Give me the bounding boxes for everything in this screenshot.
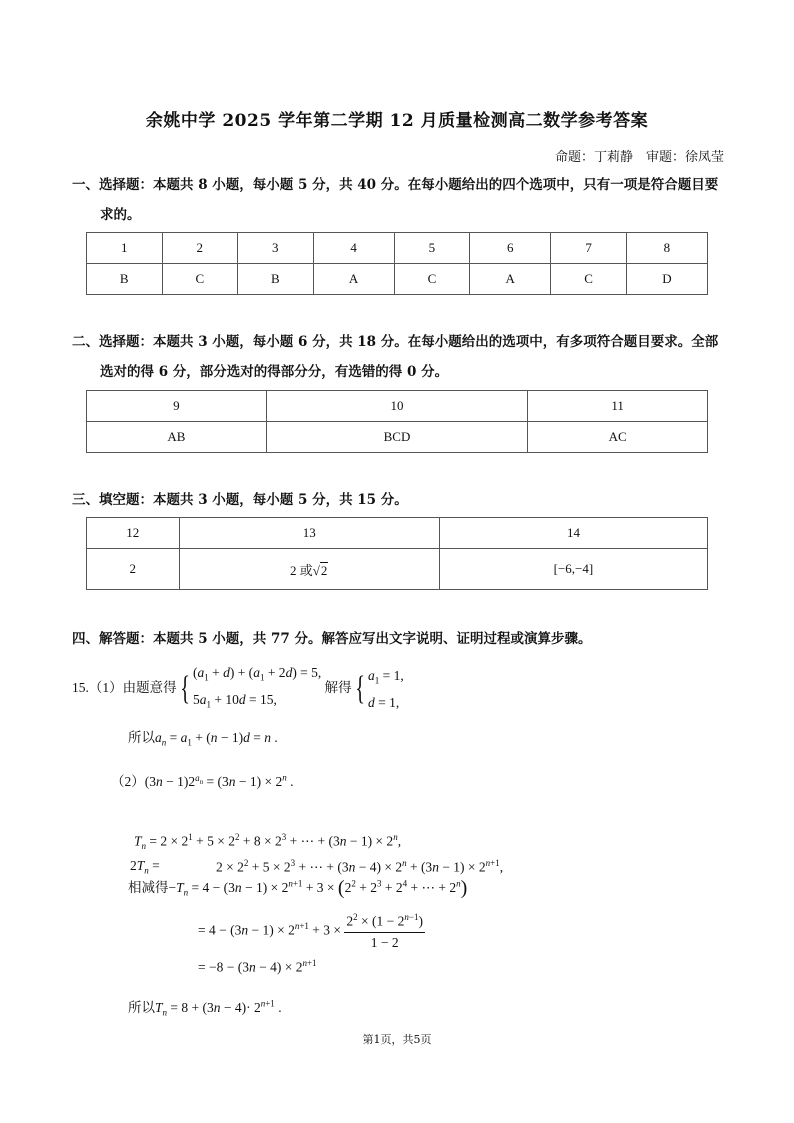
fraction: $\frac{2^2 \times (1 - 2^{n-1})}{1 - 2}$ [346, 912, 423, 950]
section-3-heading [72, 485, 724, 515]
final-label: 所以 [128, 1000, 155, 1015]
solution-15-part1-result: 所以$a_n = a_1 + (n - 1)d = n$ . [128, 730, 278, 748]
section-3-line1: 三、填空题：本题共 3 小题，每小题 5 分，共 15 分。 [72, 492, 408, 508]
so-label: 所以 [128, 730, 155, 745]
table-cell: 10 [266, 391, 528, 422]
table-cell: 8 [626, 233, 707, 264]
section-4-heading [72, 624, 724, 654]
question-number-row [87, 233, 708, 264]
section-2-answer-table [86, 390, 708, 453]
table-cell: 11 [528, 391, 708, 422]
section-3-answer-table [86, 517, 708, 590]
table-cell: 1 [87, 233, 163, 264]
table-cell: 4 [313, 233, 394, 264]
answer-row [87, 422, 708, 453]
table-cell: BCD [266, 422, 528, 453]
table-cell: C [162, 264, 238, 295]
section-4-line1: 四、解答题：本题共 5 小题，共 77 分。解答应写出文字说明、证明过程或演算步骤。 [72, 631, 592, 647]
subtract-label: 相减得 [128, 880, 169, 895]
table-cell: 14 [439, 518, 707, 549]
subtract-step-1: = $4 - (3n - 1) \times 2^{n+1} + 3$ × $\frac{2^2 \times (1 - 2^{n-1})}{1 - 2}$ [198, 912, 423, 950]
table-cell: 5 [394, 233, 470, 264]
question-number-row [87, 391, 708, 422]
answer-row [87, 549, 708, 590]
page-title: 余姚中学 2025 学年第二学期 12 月质量检测高二数学参考答案 [145, 111, 649, 131]
section-2-heading [72, 327, 724, 387]
part2-label: （2） [111, 774, 145, 789]
solution-15-part2-term: $(2)(3n - 1)2^{a_n} = (3n - 1) \times 2^n$ . [111, 772, 294, 789]
table-cell: 2 [162, 233, 238, 264]
table-cell: 2 [87, 549, 180, 590]
brace-symbol: { [179, 669, 190, 707]
table-cell: B [87, 264, 163, 295]
radicand: 2 [320, 562, 328, 578]
table-cell: 6 [470, 233, 551, 264]
section-1-heading [72, 170, 724, 230]
table-cell: C [551, 264, 627, 295]
table-cell [179, 549, 439, 590]
author-line: 命题：丁莉静 审题：徐凤莹 [554, 150, 724, 165]
table-cell: A [470, 264, 551, 295]
equation-system: $a_1 = 1$, d = 1, [368, 667, 404, 710]
two-tn-lhs: $2T_n$ = [130, 858, 160, 876]
answer-text: 2 或 [289, 562, 313, 578]
solution-15-part2-result: 所以$T_n = 8 + (3n - 4)\cdot 2^{n+1}$ . [128, 998, 282, 1018]
two-tn-rhs: $2 \times 2^2 + 5 \times 2^3$ + ⋯ + $(3n - 4) \times 2^n + (3n - 1) \times 2^{n+1}$, [216, 858, 504, 875]
table-cell: A [313, 264, 394, 295]
table-cell: D [626, 264, 707, 295]
table-cell: AC [528, 422, 708, 453]
page-footer: 第1页，共5页 [362, 1033, 432, 1046]
table-cell: 12 [87, 518, 180, 549]
tn-sum-equation: $T_n = 2 \times 2^1 + 5 \times 2^2 + 8 \times 2^3$ + ⋯ + $(3n - 1) \times 2^n$, [134, 832, 402, 852]
table-cell: 13 [179, 518, 439, 549]
brace-symbol: { [354, 669, 365, 707]
table-cell: C [394, 264, 470, 295]
table-cell: B [238, 264, 314, 295]
question-number-row [87, 518, 708, 549]
section-1-line2: 求的。 [100, 207, 141, 223]
section-2-line2: 选对的得 6 分，部分选对的得部分分，有选错的得 0 分。 [100, 364, 449, 380]
equation-system: $(a_1 + d) + (a_1 + 2d) = 5$, $5a_1 + 10d = 15$, [192, 665, 322, 710]
section-1-answer-table [86, 232, 708, 295]
table-cell: 9 [87, 391, 267, 422]
table-cell: 3 [238, 233, 314, 264]
section-2-line1: 二、选择题：本题共 3 小题，每小题 6 分，共 18 分。在每小题给出的选项中，有多项符合题目要求。全部 [72, 334, 719, 350]
solve-label: 解得 [324, 679, 352, 695]
table-cell: 7 [551, 233, 627, 264]
table-cell: [−6,−4] [439, 549, 707, 590]
subtract-equation: 相减得$-T_n = 4 - (3n - 1) \times 2^{n+1} + 3 \times (2^2 + 2^3 + 2^4$ + ⋯ + $2^n$) [128, 877, 468, 899]
answer-row [87, 264, 708, 295]
table-cell: AB [87, 422, 267, 453]
sqrt-expression: √2 [312, 562, 328, 578]
subtract-step-2: = $-8 - (3n - 4) \times 2^{n+1}$ [198, 958, 317, 975]
solution-15-part1-system [72, 662, 404, 715]
solution-label: 15.（1）由题意得 [72, 679, 177, 695]
section-1-line1: 一、选择题：本题共 8 小题，每小题 5 分，共 40 分。在每小题给出的四个选项中，只有一项是符合题目要 [72, 177, 719, 193]
